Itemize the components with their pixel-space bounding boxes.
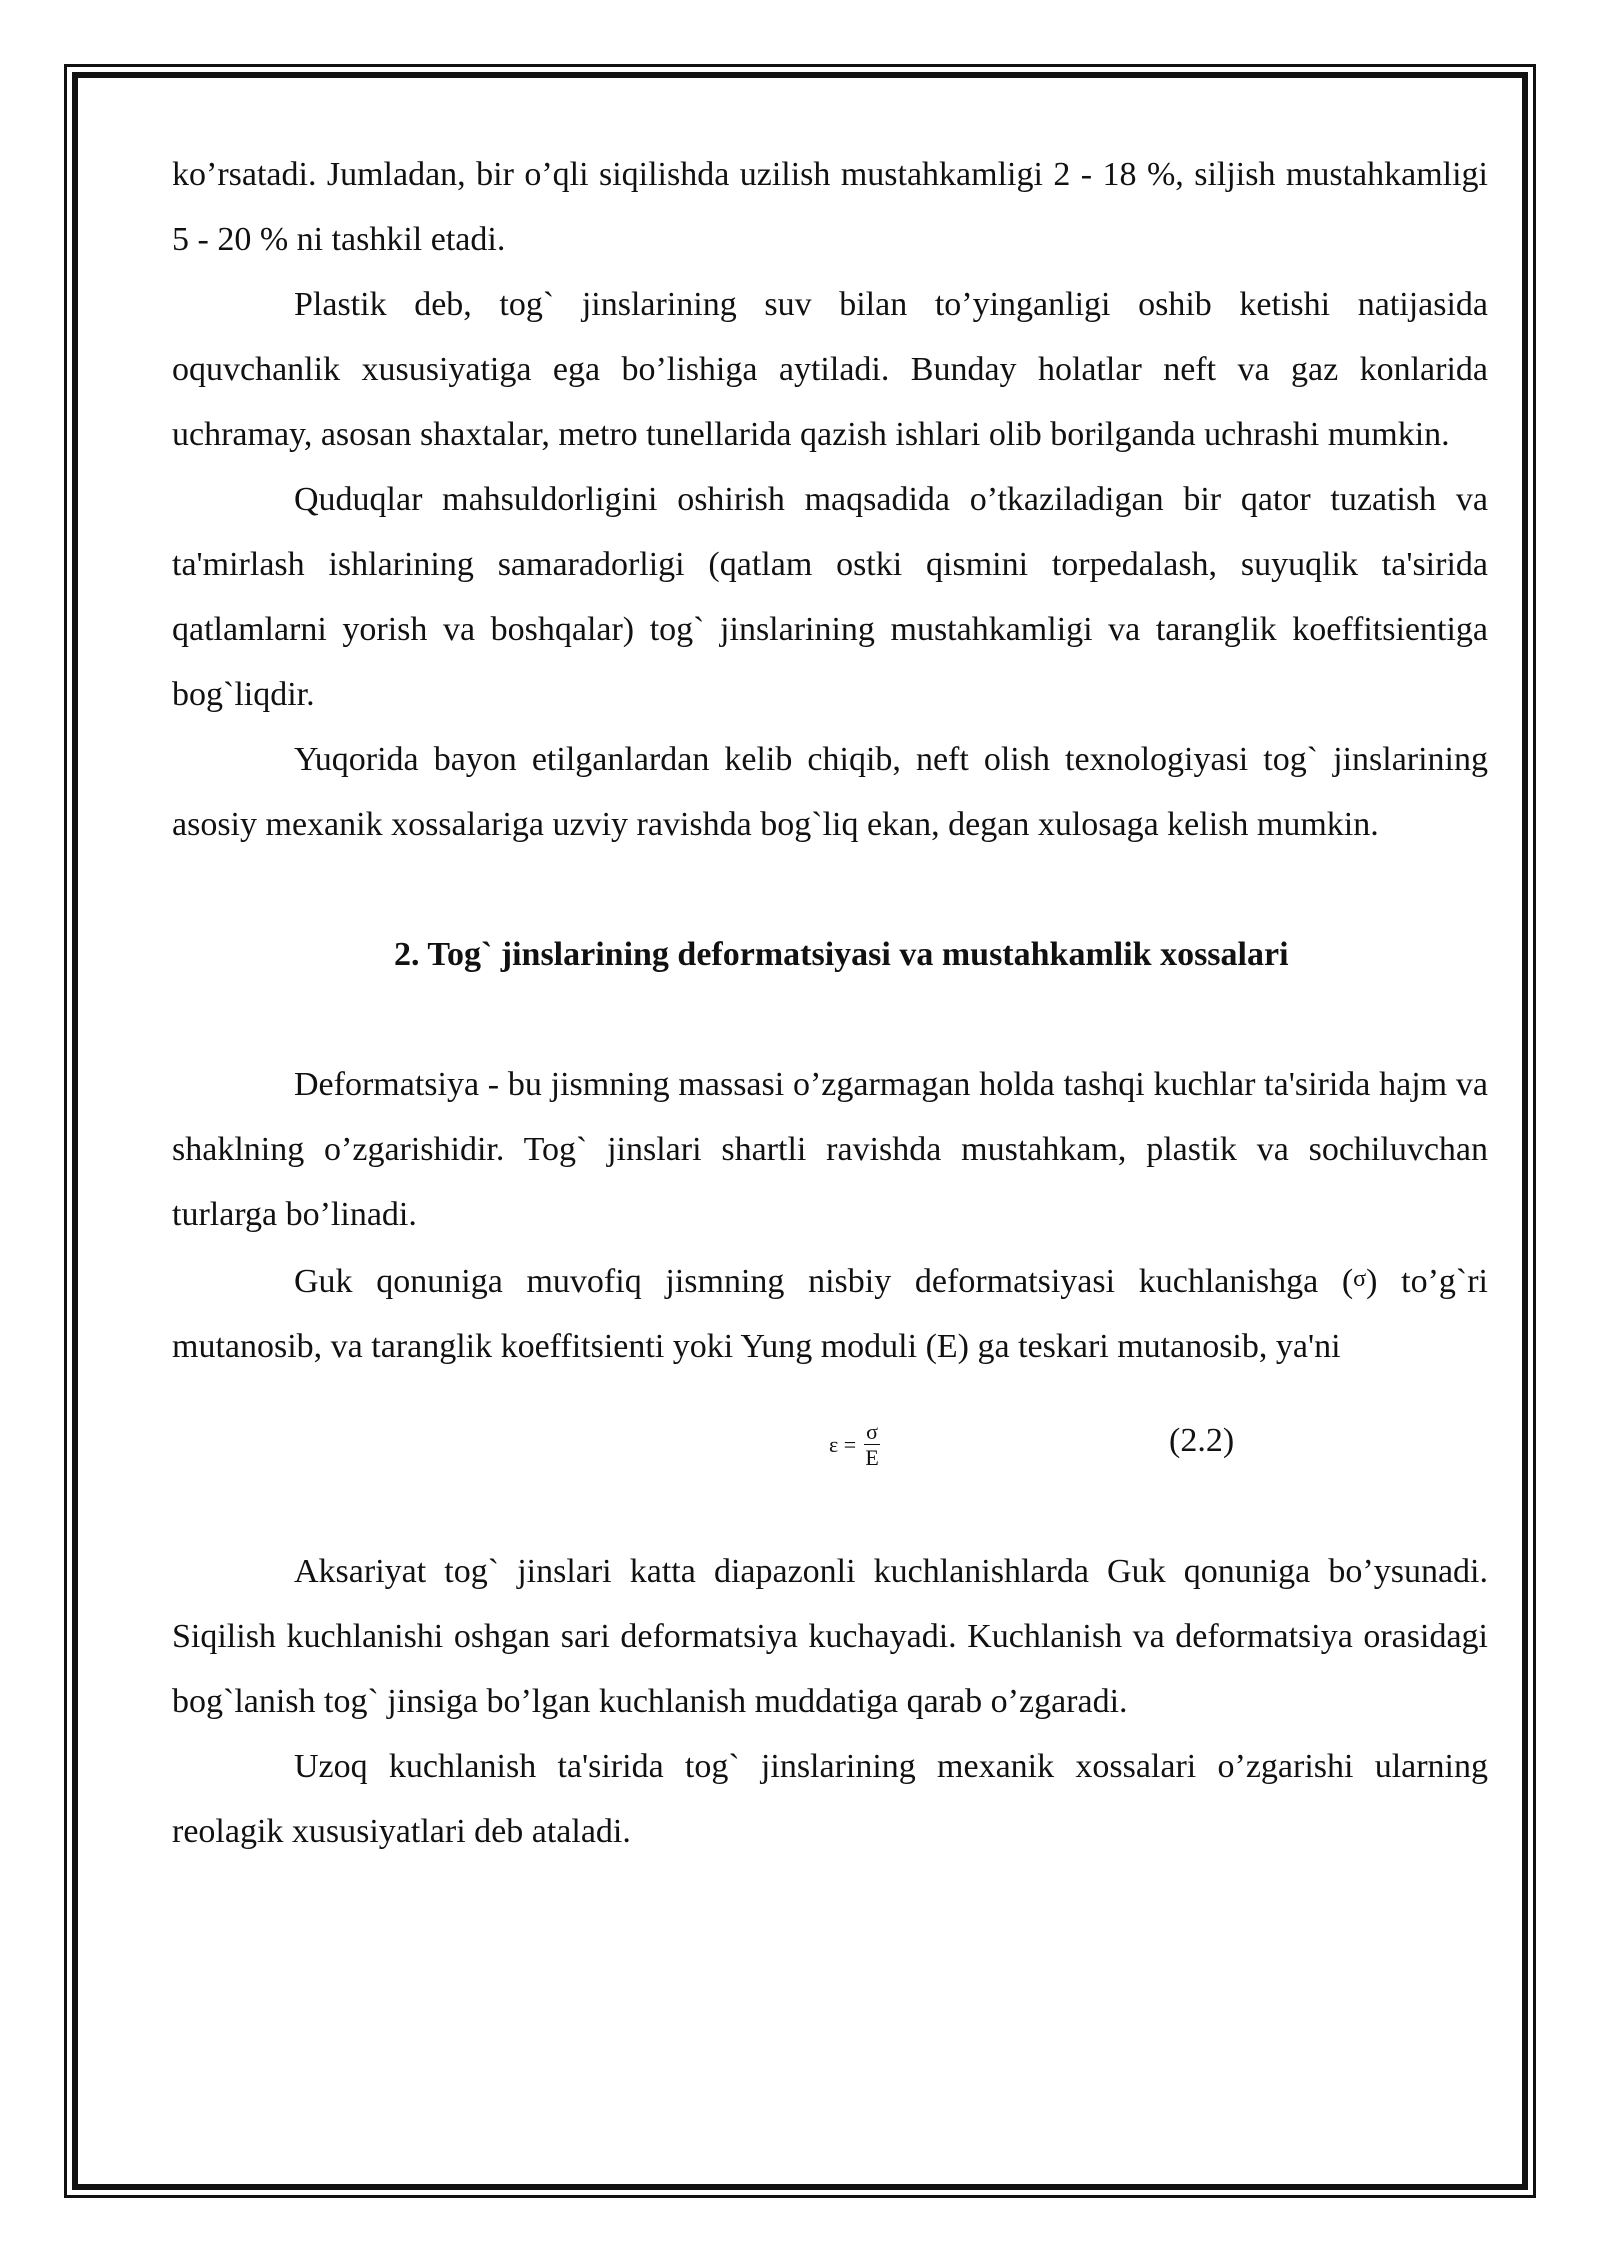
spacer [172,857,1488,922]
sigma-symbol: σ [1353,1266,1367,1292]
formula-numerator: σ [866,1419,879,1444]
formula-lhs: ε = [829,1432,857,1457]
paragraph-continuation: ko’rsatadi. Jumladan, bir o’qli siqilishda uzilish mustahkamligi 2 - 18 %, siljish mustahkamligi 5 - 20 % ni tashkil etadi. [172,156,1488,258]
section-heading: 2. Tog` jinslarining deformatsiyasi va mustahkamlik xossalari [394,936,1289,973]
spacer [172,987,1488,1052]
paragraph-plastic-definition: Plastik deb, tog` jinslarining suv bilan to’yinganligi oshib ketishi natijasida oquvchanlik xususiyatiga ega bo’lishiga aytiladi. Bunday holatlar neft va gaz konlarida uchramay, asosan shaxtalar, metro tunellarida qazish ishlari olib borilganda uchrashi mumkin. [172,286,1488,453]
formula-row [172,1379,1488,1539]
paragraph-hooke-law [172,1247,1488,1379]
formula-denominator: E [865,1445,879,1470]
paragraph-rheological: Uzoq kuchlanish ta'sirida tog` jinslarining mexanik xossalari o’zgarishi ularning reolagik xususiyatlari deb ataladi. [172,1748,1488,1850]
paragraph-deformation-definition: Deformatsiya - bu jismning massasi o’zgarmagan holda tashqi kuchlar ta'sirida hajm va shaklning o’zgarishidir. Tog` jinslari shartli ravishda mustahkam, plastik va sochiluvchan turlarga bo’linadi. [172,1066,1488,1233]
formula-number: (2.2) [1169,1422,1235,1459]
hooke-text-start: Guk qonuniga muvofiq jismning nisbiy deformatsiyasi kuchlanishga ( [294,1263,1354,1300]
strain-formula [829,1421,880,1469]
document-body [172,142,1488,1864]
paragraph-hooke-obedience: Aksariyat tog` jinslari katta diapazonli kuchlanishlarda Guk qonuniga bo’ysunadi. Siqilish kuchlanishi oshgan sari deformatsiya kuchayadi. Kuchlanish va deformatsiya orasidagi bog`lanish tog` jinsiga bo’lgan kuchlanish muddatiga qarab o’zgaradi. [172,1553,1488,1720]
hooke-text-end: ) to’g`ri mutanosib, va taranglik koeffitsienti yoki Yung moduli (E) ga teskari mutanosib, ya'ni [172,1263,1488,1365]
formula-fraction [864,1421,880,1469]
paragraph-conclusion: Yuqorida bayon etilganlardan kelib chiqib, neft olish texnologiyasi tog` jinslarining asosiy mexanik xossalariga uzviy ravishda bog`liq ekan, degan xulosaga kelish mumkin. [172,741,1488,843]
paragraph-well-productivity: Quduqlar mahsuldorligini oshirish maqsadida o’tkaziladigan bir qator tuzatish va ta'mirlash ishlarining samaradorligi (qatlam ostki qismini torpedalash, suyuqlik ta'sirida qatlamlarni yorish va boshqalar) tog` jinslarining mustahkamligi va taranglik koeffitsientiga bog`liqdir. [172,481,1488,713]
